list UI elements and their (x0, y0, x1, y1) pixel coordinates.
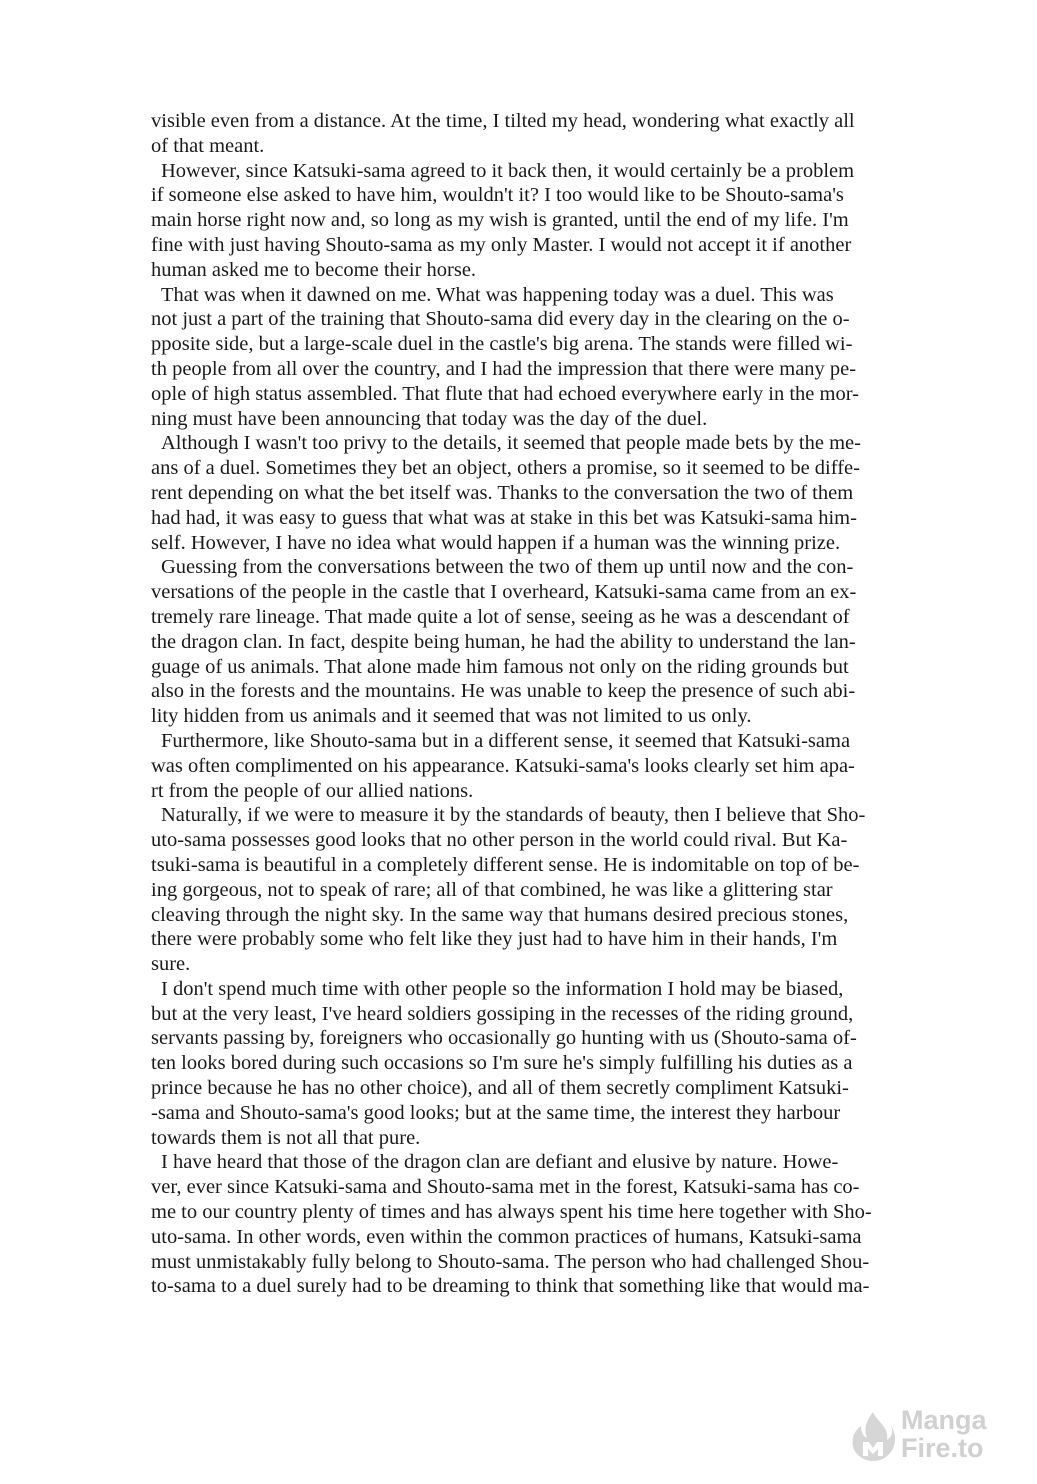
text-line: also in the forests and the mountains. He was unable to keep the presence of such abi- (151, 680, 856, 703)
text-line: fine with just having Shouto-sama as my only Master. I would not accept it if another (151, 233, 852, 256)
text-line: ing gorgeous, not to speak of rare; all of that combined, he was like a glittering star (151, 878, 833, 901)
text-line: the dragon clan. In fact, despite being human, he had the ability to understand the lan- (151, 630, 856, 653)
watermark-line-2: Fire.to (901, 1433, 984, 1463)
flame-logo-icon (849, 1410, 897, 1462)
paragraph (151, 159, 941, 283)
text-line: rt from the people of our allied nations. (151, 779, 474, 802)
text-line: Furthermore, like Shouto-sama but in a different sense, it seemed that Katsuki-sama (161, 729, 851, 752)
text-line: lity hidden from us animals and it seemed that was not limited to us only. (151, 705, 752, 728)
paragraph (151, 977, 941, 1151)
text-line: ans of a duel. Sometimes they bet an object, others a promise, so it seemed to be diffe- (151, 457, 860, 480)
paragraph (151, 729, 941, 803)
paragraph (151, 803, 941, 977)
paragraph (151, 431, 941, 555)
text-line: Guessing from the conversations between the two of them up until now and the con- (161, 556, 854, 579)
watermark-text (901, 1406, 987, 1462)
text-line: ople of high status assembled. That flute that had echoed everywhere early in the mor- (151, 382, 859, 405)
text-line: -sama and Shouto-sama's good looks; but at the same time, the interest they harbour (151, 1101, 841, 1124)
text-line: of that meant. (151, 134, 265, 157)
text-line: versations of the people in the castle that I overheard, Katsuki-sama came from an ex- (151, 581, 857, 604)
text-line: I don't spend much time with other people so the information I hold may be biased, (161, 977, 844, 1000)
text-line: but at the very least, I've heard soldiers gossiping in the recesses of the riding ground, (151, 1002, 854, 1025)
text-line: uto-sama. In other words, even within the common practices of humans, Katsuki-sama (151, 1225, 862, 1248)
page-text (151, 109, 941, 1299)
text-line: I have heard that those of the dragon clan are defiant and elusive by nature. Howe- (161, 1151, 839, 1174)
text-line: guage of us animals. That alone made him famous not only on the riding grounds but (151, 655, 849, 678)
text-line: to-sama to a duel surely had to be dreaming to think that something like that would ma- (151, 1275, 870, 1298)
text-line: if someone else asked to have him, wouldn't it? I too would like to be Shouto-sama's (151, 184, 844, 207)
text-line: human asked me to become their horse. (151, 258, 477, 281)
text-line: there were probably some who felt like they just had to have him in their hands, I'm (151, 928, 838, 951)
text-line: servants passing by, foreigners who occasionally go hunting with us (Shouto-sama of- (151, 1027, 857, 1050)
text-line: me to our country plenty of times and has always spent his time here together with Sho- (151, 1201, 872, 1224)
text-line: pposite side, but a large-scale duel in the castle's big arena. The stands were filled wi- (151, 333, 853, 356)
text-line: ning must have been announcing that today was the day of the duel. (151, 407, 708, 430)
text-line: That was when it dawned on me. What was happening today was a duel. This was (161, 283, 834, 306)
text-line: Although I wasn't too privy to the details, it seemed that people made bets by the me- (161, 432, 861, 455)
text-line: had had, it was easy to guess that what was at stake in this bet was Katsuki-sama him- (151, 506, 857, 529)
text-line: ver, ever since Katsuki-sama and Shouto-sama met in the forest, Katsuki-sama has co- (151, 1176, 860, 1199)
text-line: must unmistakably fully belong to Shouto-sama. The person who had challenged Shou- (151, 1250, 870, 1273)
text-line: Naturally, if we were to measure it by the standards of beauty, then I believe that Sho- (161, 804, 866, 827)
text-line: th people from all over the country, and I had the impression that there were many pe- (151, 357, 857, 380)
text-line: tremely rare lineage. That made quite a lot of sense, seeing as he was a descendant of (151, 605, 850, 628)
text-line: tsuki-sama is beautiful in a completely different sense. He is indomitable on top of be- (151, 853, 860, 876)
paragraph (151, 283, 941, 432)
text-line: uto-sama possesses good looks that no other person in the world could rival. But Ka- (151, 829, 848, 852)
text-line: towards them is not all that pure. (151, 1126, 421, 1149)
text-line: visible even from a distance. At the time, I tilted my head, wondering what exactly all (151, 110, 855, 132)
text-line: main horse right now and, so long as my wish is granted, until the end of my life. I'm (151, 209, 849, 232)
paragraph (151, 555, 941, 729)
paragraph (151, 1150, 941, 1299)
text-line: rent depending on what the bet itself was. Thanks to the conversation the two of them (151, 481, 854, 504)
text-line: However, since Katsuki-sama agreed to it back then, it would certainly be a problem (161, 159, 855, 182)
watermark-line-1: Manga (901, 1405, 987, 1435)
text-line: not just a part of the training that Shouto-sama did every day in the clearing on the o- (151, 308, 850, 331)
text-line: ten looks bored during such occasions so I'm sure he's simply fulfilling his duties as a (151, 1052, 853, 1075)
text-line: cleaving through the night sky. In the same way that humans desired precious stones, (151, 903, 849, 926)
text-line: self. However, I have no idea what would happen if a human was the winning prize. (151, 531, 841, 554)
watermark (849, 1400, 1009, 1470)
paragraph (151, 109, 941, 159)
text-line: prince because he has no other choice), and all of them secretly compliment Katsuki- (151, 1077, 849, 1100)
text-line: was often complimented on his appearance. Katsuki-sama's looks clearly set him apa- (151, 754, 855, 777)
text-line: sure. (151, 953, 191, 976)
